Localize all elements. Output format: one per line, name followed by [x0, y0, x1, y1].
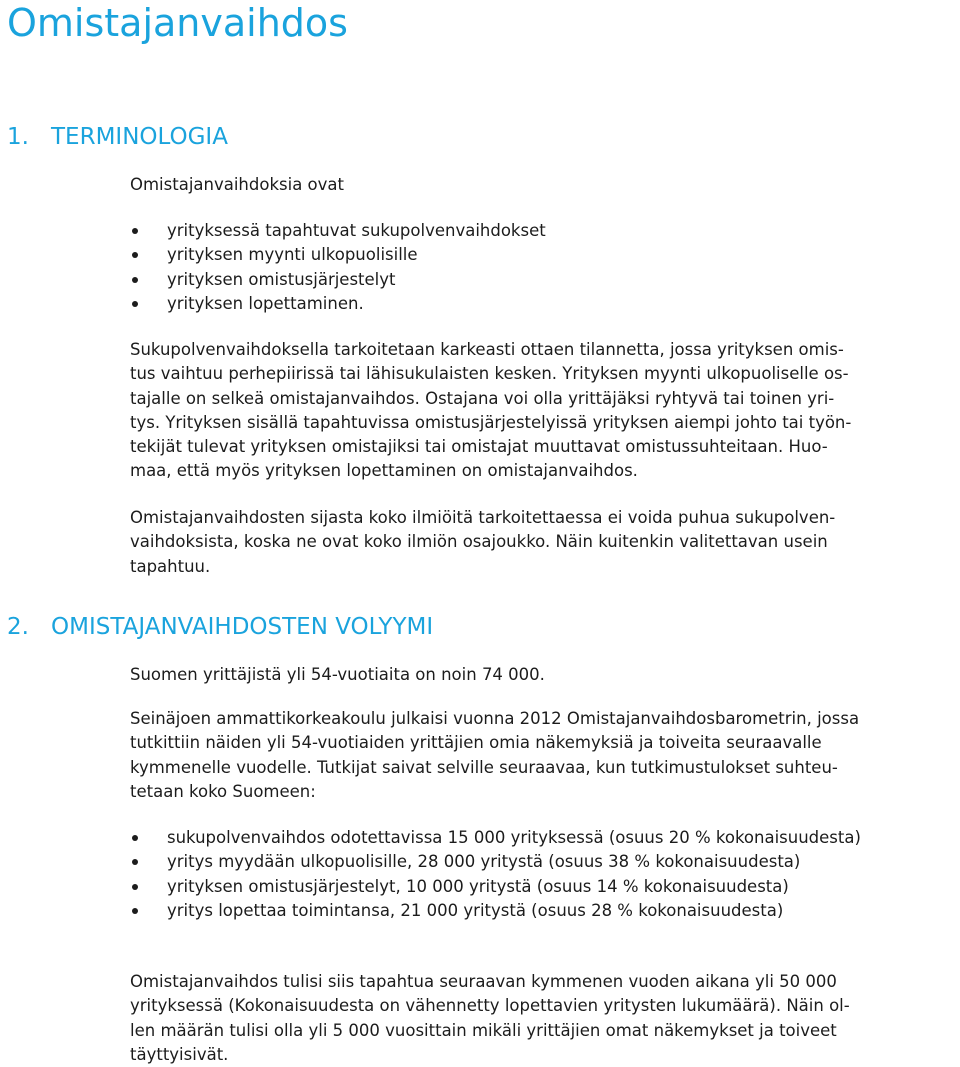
text-line: Omistajanvaihdos tulisi siis tapahtua seuraavan kymmenen vuoden aikana yli 50 000	[130, 972, 837, 991]
text-line: tapahtuu.	[130, 556, 211, 576]
list-item: yritys lopettaa toimintansa, 21 000 yritystä (osuus 28 % kokonaisuudesta)	[130, 899, 861, 923]
page-title: Omistajanvaihdos	[7, 1, 348, 45]
text-line: kymmenelle vuodelle. Tutkijat saivat selville seuraavaa, kun tutkimustulokset suhteu-	[130, 757, 838, 777]
section-2-paragraph-1	[130, 707, 859, 804]
text-line: Seinäjoen ammattikorkeakoulu julkaisi vuonna 2012 Omistajanvaihdosbarometrin, jossa	[130, 709, 860, 728]
text-line: tys. Yrityksen sisällä tapahtuvissa omistusjärjestelyissä yrityksen aiempi johto tai työn-	[130, 412, 852, 432]
section-2-bullet-list	[130, 826, 861, 923]
text-line: len määrän tulisi olla yli 5 000 vuosittain mikäli yrittäjien omat näkemykset ja toiveet	[130, 1020, 837, 1040]
section-1-title: TERMINOLOGIA	[51, 124, 228, 150]
section-2-number: 2.	[7, 614, 29, 640]
text-line: täyttyisivät.	[130, 1044, 229, 1064]
section-1-intro: Omistajanvaihdoksia ovat	[130, 175, 344, 194]
section-1-paragraph-2	[130, 506, 835, 579]
text-line: tajalle on selkeä omistajanvaihdos. Ostajana voi olla yrittäjäksi ryhtyvä tai toinen yri-	[130, 388, 835, 408]
section-2-paragraph-2	[130, 970, 850, 1067]
text-line: vaihdoksista, koska ne ovat koko ilmiön osajoukko. Näin kuitenkin valitettavan usein	[130, 532, 828, 552]
section-2-title: OMISTAJANVAIHDOSTEN VOLYYMI	[51, 614, 434, 640]
list-item: yritys myydään ulkopuolisille, 28 000 yritystä (osuus 38 % kokonaisuudesta)	[130, 850, 861, 874]
text-line: tutkittiin näiden yli 54-vuotiaiden yrittäjien omia näkemyksiä ja toiveita seuraavalle	[130, 733, 822, 753]
text-line: Omistajanvaihdosten sijasta koko ilmiöitä tarkoitettaessa ei voida puhua sukupolven-	[130, 508, 836, 527]
text-line: tus vaihtuu perhepiirissä tai lähisukulaisten kesken. Yrityksen myynti ulkopuoliselle os-	[130, 364, 849, 384]
list-item: sukupolvenvaihdos odotettavissa 15 000 yrityksessä (osuus 20 % kokonaisuudesta)	[130, 826, 861, 850]
text-line: yrityksessä (Kokonaisuudesta on vähennetty lopettavien yritysten lukumäärä). Näin ol-	[130, 996, 850, 1016]
text-line: tetaan koko Suomeen:	[130, 781, 316, 801]
section-2-heading	[7, 613, 433, 641]
section-1-heading	[7, 123, 228, 151]
list-item: yrityksen myynti ulkopuolisille	[130, 243, 546, 267]
section-2-lead: Suomen yrittäjistä yli 54-vuotiaita on noin 74 000.	[130, 665, 545, 684]
list-item: yrityksen omistusjärjestelyt, 10 000 yritystä (osuus 14 % kokonaisuudesta)	[130, 875, 861, 899]
list-item: yrityksessä tapahtuvat sukupolvenvaihdokset	[130, 219, 546, 243]
section-1-number: 1.	[7, 124, 29, 150]
section-1-bullet-list	[130, 219, 546, 316]
section-1-paragraph-1	[130, 338, 851, 484]
text-line: tekijät tulevat yrityksen omistajiksi tai omistajat muuttavat omistussuhteitaan. Huo-	[130, 437, 828, 457]
list-item: yrityksen omistusjärjestelyt	[130, 268, 546, 292]
text-line: Sukupolvenvaihdoksella tarkoitetaan karkeasti ottaen tilannetta, jossa yrityksen omis-	[130, 340, 844, 359]
list-item: yrityksen lopettaminen.	[130, 292, 546, 316]
text-line: maa, että myös yrityksen lopettaminen on omistajanvaihdos.	[130, 461, 638, 481]
